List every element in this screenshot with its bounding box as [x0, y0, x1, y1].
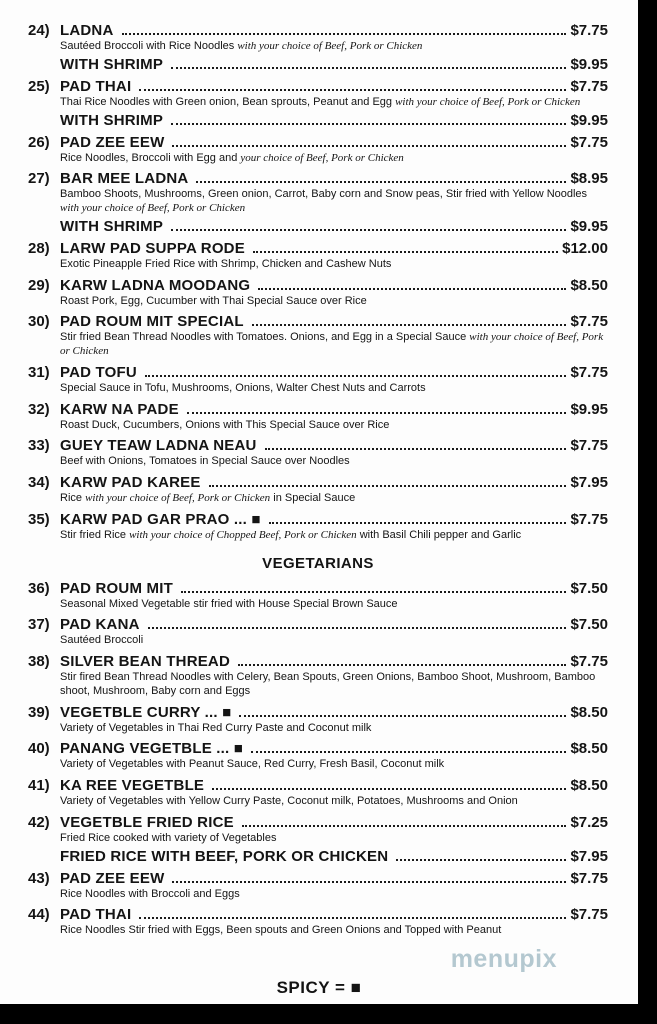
dot-leader	[196, 181, 566, 183]
item-row	[28, 474, 608, 491]
item-number: 41)	[28, 777, 50, 794]
item-name: VEGETBLE CURRY ... ■	[60, 703, 232, 721]
item-name: KA REE VEGETBLE	[60, 777, 205, 794]
description-segment: Fried Rice cooked with variety of Vegetables	[60, 831, 277, 844]
menu-item	[28, 653, 608, 699]
item-row	[28, 740, 608, 757]
item-number: 34)	[28, 474, 50, 491]
item-row	[28, 364, 608, 381]
item-number: 42)	[28, 813, 50, 831]
item-price: $7.75	[570, 133, 608, 151]
item-name: KARW NA PADE	[60, 400, 179, 418]
item-description	[60, 924, 608, 938]
item-description	[60, 832, 608, 846]
item-extra-row	[60, 218, 608, 235]
item-price: $7.95	[570, 847, 608, 865]
menu-item	[28, 22, 608, 73]
item-description	[60, 96, 608, 110]
item-price: $7.75	[570, 869, 608, 887]
menu-item	[28, 437, 608, 469]
description-segment: Rice Noodles Stir fried with Eggs, Been spouts and Green Onions and Topped with Peanut	[60, 924, 502, 937]
item-number: 36)	[28, 579, 50, 597]
description-segment: Stir fried Bean Thread Noodles with Tomatoes. Onions, and Egg in a Special Sauce	[60, 331, 470, 344]
item-description	[60, 331, 608, 359]
dot-leader	[139, 917, 566, 919]
item-number: 37)	[28, 616, 50, 634]
item-description	[60, 888, 608, 902]
item-number: 27)	[28, 170, 50, 188]
menu-item	[28, 740, 608, 772]
dot-leader	[171, 123, 566, 125]
menu-item	[28, 870, 608, 902]
dot-leader	[148, 627, 567, 629]
dot-leader	[122, 33, 567, 35]
item-row	[28, 906, 608, 923]
item-price: $7.50	[570, 579, 608, 597]
description-segment: Beef with Onions, Tomatoes in Special Sauce over Noodles	[60, 455, 350, 468]
item-row	[28, 78, 608, 95]
scan-black-border-right	[638, 0, 657, 1024]
description-segment: Variety of Vegetables with Peanut Sauce, Red Curry, Fresh Basil, Coconut milk	[60, 758, 445, 771]
description-segment: with your choice of Beef, Pork or Chicken	[85, 492, 271, 504]
item-description	[60, 795, 608, 809]
description-segment: with your choice of Beef, Pork or Chicken	[60, 331, 604, 357]
item-description	[60, 492, 608, 506]
item-description	[60, 382, 608, 396]
item-number: 26)	[28, 133, 50, 151]
dot-leader	[139, 89, 566, 91]
menu-item	[28, 277, 608, 309]
dot-leader	[252, 324, 567, 326]
item-number: 40)	[28, 740, 50, 758]
menu-content	[28, 22, 608, 943]
item-price: $7.75	[570, 906, 608, 924]
item-extra-row	[60, 112, 608, 129]
item-description	[60, 455, 608, 469]
description-segment: with your choice of Beef, Pork or Chicken	[395, 95, 581, 108]
item-number: 38)	[28, 653, 50, 670]
extra-label: WITH SHRIMP	[60, 55, 164, 73]
item-price: $7.50	[570, 616, 608, 634]
dot-leader	[258, 288, 566, 290]
dot-leader	[238, 664, 566, 666]
description-segment: Stir fried Rice	[60, 528, 130, 541]
item-extra-row	[60, 56, 608, 73]
description-segment: your choice of Beef, Pork or Chicken	[240, 151, 404, 164]
item-price: $9.95	[570, 400, 608, 418]
item-description	[60, 634, 608, 648]
item-row	[28, 313, 608, 330]
description-segment: with your choice of Beef, Pork or Chicken	[60, 202, 246, 214]
menu-item	[28, 364, 608, 396]
item-description	[60, 598, 608, 612]
item-description	[60, 722, 608, 736]
item-name: SILVER BEAN THREAD	[60, 653, 230, 670]
dot-leader	[172, 145, 566, 147]
item-description	[60, 152, 608, 166]
item-price: $7.75	[570, 510, 608, 528]
item-name: PAD ZEE EEW	[60, 869, 165, 887]
item-name: PAD KANA	[60, 616, 140, 634]
description-segment: with Basil Chili pepper and Garlic	[356, 528, 522, 541]
menupix-watermark: menupix	[450, 945, 557, 973]
item-number: 25)	[28, 77, 50, 95]
description-segment: Seasonal Mixed Vegetable stir fried with House Special Brown Sauce	[60, 597, 398, 610]
description-segment: Sautéed Broccoli	[60, 634, 144, 647]
item-row	[28, 170, 608, 187]
menu-item	[28, 134, 608, 166]
item-row	[28, 777, 608, 794]
item-description	[60, 40, 608, 54]
dot-leader	[212, 788, 566, 790]
menu-item	[28, 580, 608, 612]
menu-item	[28, 78, 608, 129]
item-name: BAR MEE LADNA	[60, 170, 189, 188]
dot-leader	[242, 825, 567, 827]
item-name: PAD ROUM MIT	[60, 579, 173, 597]
item-row	[28, 134, 608, 151]
item-name: PAD ZEE EEW	[60, 133, 165, 151]
item-name: VEGETBLE FRIED RICE	[60, 813, 234, 831]
description-segment: Sautéed Broccoli with Rice Noodles	[60, 40, 238, 52]
item-name: PAD THAI	[60, 77, 132, 95]
menu-item	[28, 616, 608, 648]
menu-item	[28, 474, 608, 506]
item-price: $7.75	[570, 313, 608, 331]
item-description	[60, 758, 608, 772]
item-number: 30)	[28, 313, 50, 331]
item-row	[28, 401, 608, 418]
item-name: KARW PAD KAREE	[60, 474, 201, 491]
dot-leader	[253, 251, 558, 253]
description-segment: Rice Noodles, Broccoli with Egg and	[60, 151, 241, 164]
item-price: $7.75	[570, 653, 608, 670]
menu-item	[28, 170, 608, 235]
item-number: 43)	[28, 869, 50, 887]
menu-item	[28, 511, 608, 543]
item-description	[60, 188, 608, 216]
dot-leader	[187, 412, 567, 414]
item-price: $12.00	[562, 239, 608, 257]
item-price: $7.75	[570, 437, 608, 455]
item-price: $7.75	[570, 363, 608, 381]
item-number: 31)	[28, 363, 50, 381]
description-segment: Roast Duck, Cucumbers, Onions with This Special Sauce over Rice	[60, 418, 390, 431]
item-price: $7.95	[570, 474, 608, 491]
item-number: 35)	[28, 510, 50, 528]
item-name: PANANG VEGETBLE ... ■	[60, 740, 243, 758]
extra-label: WITH SHRIMP	[60, 217, 164, 235]
scan-black-border-bottom	[0, 1004, 657, 1024]
item-name: KARW PAD GAR PRAO ... ■	[60, 510, 261, 528]
item-number: 24)	[28, 22, 50, 39]
item-name: PAD ROUM MIT SPECIAL	[60, 313, 244, 331]
item-row	[28, 22, 608, 39]
description-segment: Stir fired Bean Thread Noodles with Celery, Bean Spouts, Green Onions, Bamboo Shoot, Mushroom, Bamboo shoot, Mushroom, Baby corn and Eggs	[60, 671, 596, 697]
item-name: KARW LADNA MOODANG	[60, 276, 251, 294]
menu-item	[28, 777, 608, 809]
item-number: 28)	[28, 239, 50, 257]
item-row	[28, 704, 608, 721]
section-heading: VEGETARIANS	[262, 554, 374, 572]
item-row	[28, 437, 608, 454]
description-segment: Thai Rice Noodles with Green onion, Bean sprouts, Peanut and Egg	[60, 95, 396, 108]
menu-item	[28, 704, 608, 736]
item-number: 44)	[28, 906, 50, 924]
item-description	[60, 258, 608, 272]
item-price: $7.75	[570, 77, 608, 95]
dot-leader	[172, 881, 566, 883]
dot-leader	[396, 859, 566, 861]
description-segment: Rice	[60, 492, 86, 504]
menu-item	[28, 313, 608, 359]
dot-leader	[209, 485, 567, 487]
dot-leader	[145, 375, 567, 377]
item-row	[28, 616, 608, 633]
item-price: $9.95	[570, 111, 608, 129]
item-price: $8.50	[570, 740, 608, 758]
description-segment: with your choice of Beef, Pork or Chicken	[237, 40, 423, 52]
description-segment: Rice Noodles with Broccoli and Eggs	[60, 887, 240, 900]
spicy-legend: SPICY = ■	[276, 978, 362, 997]
item-row	[28, 580, 608, 597]
dot-leader	[239, 715, 566, 717]
item-price: $8.50	[570, 276, 608, 294]
item-price: $8.50	[570, 703, 608, 721]
item-price: $7.75	[570, 22, 608, 39]
menu-item	[28, 814, 608, 865]
item-row	[28, 511, 608, 528]
description-segment: Roast Pork, Egg, Cucumber with Thai Special Sauce over Rice	[60, 294, 367, 307]
menu-item	[28, 401, 608, 433]
item-description	[60, 671, 608, 699]
item-number: 29)	[28, 276, 50, 294]
item-number: 32)	[28, 400, 50, 418]
item-row	[28, 240, 608, 257]
dot-leader	[251, 751, 566, 753]
dot-leader	[269, 522, 567, 524]
extra-label: WITH SHRIMP	[60, 111, 164, 129]
item-row	[28, 277, 608, 294]
item-row	[28, 814, 608, 831]
description-segment: Variety of Vegetables in Thai Red Curry Paste and Coconut milk	[60, 721, 372, 734]
dot-leader	[181, 591, 567, 593]
item-number: 33)	[28, 437, 50, 455]
dot-leader	[171, 67, 566, 69]
description-segment: Bamboo Shoots, Mushrooms, Green onion, Carrot, Baby corn and Snow peas, Stir fried with Yellow Noodles	[60, 188, 588, 201]
item-description	[60, 419, 608, 433]
menu-item	[28, 240, 608, 272]
item-name: LARW PAD SUPPA RODE	[60, 239, 245, 257]
dot-leader	[171, 229, 566, 231]
item-price: $7.25	[570, 813, 608, 831]
item-name: PAD TOFU	[60, 363, 137, 381]
item-name: GUEY TEAW LADNA NEAU	[60, 437, 257, 455]
item-description	[60, 295, 608, 309]
item-price: $9.95	[570, 55, 608, 73]
item-name: LADNA	[60, 22, 114, 39]
dot-leader	[265, 448, 567, 450]
description-segment: in Special Sauce	[270, 492, 356, 504]
description-segment: with your choice of Chopped Beef, Pork or Chicken	[129, 528, 357, 541]
description-segment: Variety of Vegetables with Yellow Curry Paste, Coconut milk, Potatoes, Mushrooms and Onion	[60, 795, 518, 807]
extra-label: FRIED RICE WITH BEEF, PORK OR CHICKEN	[60, 847, 389, 865]
item-price: $8.50	[570, 777, 608, 794]
item-row	[28, 653, 608, 670]
item-price: $9.95	[570, 217, 608, 235]
item-extra-row	[60, 848, 608, 865]
item-description	[60, 529, 608, 543]
description-segment: Exotic Pineapple Fried Rice with Shrimp, Chicken and Cashew Nuts	[60, 257, 392, 270]
item-name: PAD THAI	[60, 906, 132, 924]
menu-item	[28, 906, 608, 938]
item-number: 39)	[28, 703, 50, 721]
item-price: $8.95	[570, 170, 608, 188]
description-segment: Special Sauce in Tofu, Mushrooms, Onions, Walter Chest Nuts and Carrots	[60, 381, 426, 394]
item-row	[28, 870, 608, 887]
